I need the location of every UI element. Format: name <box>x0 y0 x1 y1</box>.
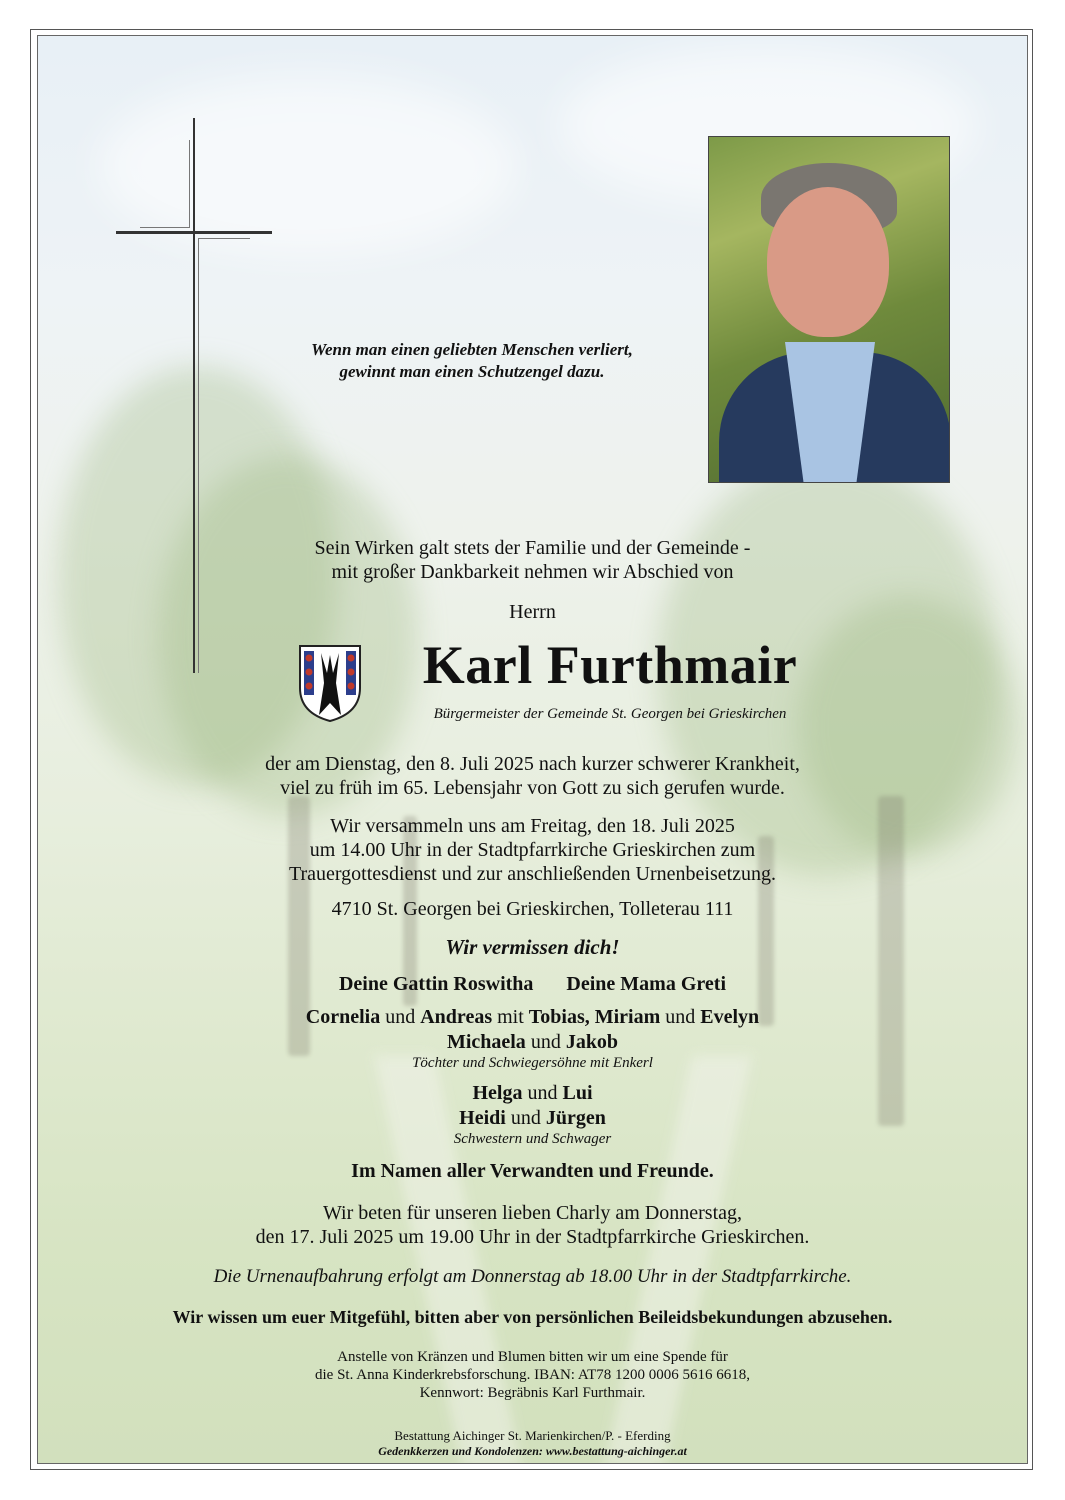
cross-beam <box>116 231 272 234</box>
condolence-wish: Wir wissen um euer Mitgefühl, bitten aber von persönlichen Beileidsbekundungen abzusehen. <box>172 1307 893 1327</box>
deceased-role: Bürgermeister der Gemeinde St. Georgen bei Grieskirchen <box>433 706 787 722</box>
daughters-caption: Töchter und Schwiegersöhne mit Enkerl <box>412 1055 653 1071</box>
salutation: Herrn <box>509 601 556 623</box>
siblings-caption: Schwestern und Schwager <box>453 1131 612 1147</box>
cross-outline-top <box>189 140 190 227</box>
family-siblings: Helga und Lui Heidi und Jürgen <box>459 1082 606 1129</box>
wife: Deine Gattin Roswitha <box>338 973 534 995</box>
condolence-link[interactable]: Gedenkkerzen und Kondolenzen: www.bestattung-aichinger.at <box>378 1444 687 1458</box>
municipal-crest-icon <box>297 643 363 723</box>
memorial-quote: Wenn man einen geliebten Menschen verliert, gewinnt man einen Schutzengel dazu. <box>311 340 633 381</box>
mother: Deine Mama Greti <box>566 973 727 995</box>
portrait-photo <box>708 136 950 483</box>
prayer-notice: Wir beten für unseren lieben Charly am Donnerstag, den 17. Juli 2025 um 19.00 Uhr in der Stadtpfarrkirche Grieskirchen. <box>255 1202 810 1248</box>
family-daughters: Cornelia und Andreas mit Tobias, Miriam und Evelyn Michaela und Jakob <box>305 1006 760 1053</box>
miss-you-heading: Wir vermissen dich! <box>445 935 620 959</box>
death-notice: der am Dienstag, den 8. Juli 2025 nach kurzer schwerer Krankheit, viel zu früh im 65. Lebensjahr von Gott zu sich gerufen wurde. <box>265 753 800 799</box>
urn-viewing: Die Urnenaufbahrung erfolgt am Donnerstag ab 18.00 Uhr in der Stadtpfarrkirche. <box>213 1266 852 1287</box>
all-relatives: Im Namen aller Verwandten und Freunde. <box>351 1160 714 1182</box>
intro-text: Sein Wirken galt stets der Familie und der Gemeinde - mit großer Dankbarkeit nehmen wir Abschied von <box>314 537 751 583</box>
donation-request: Anstelle von Kränzen und Blumen bitten wir um eine Spende für die St. Anna Kinderkrebsforschung. IBAN: AT78 1200 0006 5616 6618, Kennwort: Begräbnis Karl Furthmair. <box>315 1349 750 1401</box>
cross-icon <box>193 118 195 673</box>
cross-outline-left <box>140 227 190 228</box>
cross-outline-right <box>198 238 250 239</box>
family-wife-mother <box>0 972 1065 997</box>
deceased-name: Karl Furthmair <box>422 635 798 695</box>
service-notice: Wir versammeln uns am Freitag, den 18. Juli 2025 um 14.00 Uhr in der Stadtpfarrkirche Grieskirchen zum Trauergottesdienst und zur anschließenden Urnenbeisetzung. <box>288 815 777 885</box>
funeral-home: Bestattung Aichinger St. Marienkirchen/P. - Eferding <box>394 1428 671 1443</box>
address: 4710 St. Georgen bei Grieskirchen, Tolleterau 111 <box>331 898 734 920</box>
